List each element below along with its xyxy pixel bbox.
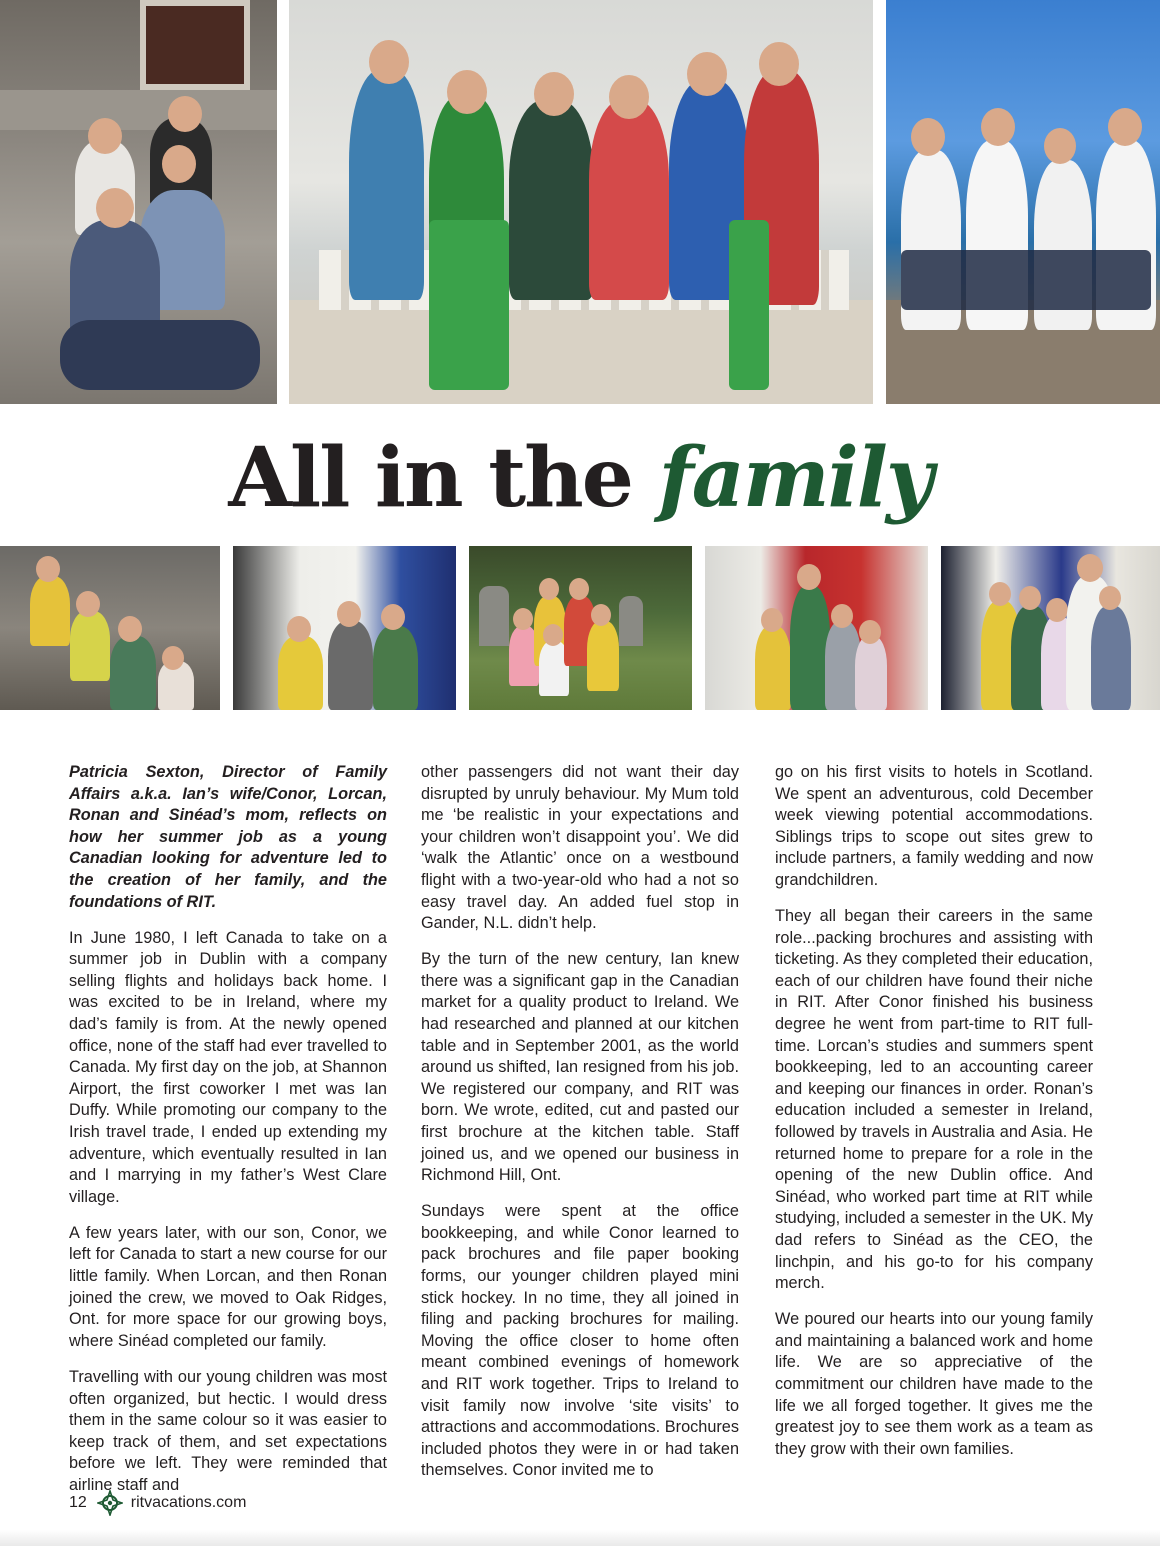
article-column-1 <box>69 762 387 1511</box>
paragraph: Sundays were spent at the office bookkeeping, and while Conor learned to pack brochures and file paper booking forms, our younger children played mini stick hockey. In no time, they all joined in filing and packing brochures for mailing. Moving the office closer to home often meant combined evenings of homework and RIT work together. Trips to Ireland to visit family now involve ‘site visits’ to attractions and accommodations. Brochures included photos they were in or had taken themselves. Conor invited me to <box>421 1202 739 1480</box>
children-in-graveyard-photo <box>469 546 692 710</box>
page-footer <box>69 1490 246 1516</box>
paragraph: Travelling with our young children was most often organized, but hectic. I would dress them in the same colour so it was easier to keep track of them, and set expectations before we left. They were reminded that airline staff and <box>69 1367 387 1494</box>
siblings-bow-ties-seaside-photo <box>886 0 1160 404</box>
family-on-steps-photo <box>0 0 277 404</box>
title-accent: family <box>658 430 932 526</box>
children-at-white-door-photo <box>233 546 456 710</box>
paragraph: We poured our hearts into our young family and maintaining a balanced work and home life. We are so appreciative of the commitment our children have made to the life we all forged together. It gives me the greatest joy to see them work as a team as they grow with their own families. <box>775 1310 1093 1458</box>
celtic-knot-icon <box>97 1490 123 1516</box>
article-column-2 <box>421 762 739 1497</box>
paragraph: In June 1980, I left Canada to take on a summer job in Dublin with a company selling flights and holidays back home. I was excited to be in Ireland, where my dad’s family is from. At the newly opened office, none of the staff had ever travelled to Canada. My first day on the job, at Shannon Airport, the first coworker I met was Ian Duffy. While promoting our company to the Irish travel trade, I ended up extending my adventure, which eventually resulted in Ian and I marrying in my father’s West Clare village. <box>69 928 387 1206</box>
children-on-stone-steps-photo <box>0 546 220 710</box>
page-bottom-edge <box>0 1530 1160 1546</box>
title-main: All in the <box>228 430 659 526</box>
article-column-3 <box>775 762 1093 1475</box>
paragraph: go on his first visits to hotels in Scotland. We spent an adventurous, cold December week viewing potential accommodations. Siblings trips to scope out sites grew to include partners, a family wedding and now grandchildren. <box>775 763 1093 889</box>
paragraph: They all began their careers in the same role...packing brochures and assisting with ticketing. As they completed their education, each of our children have found their niche in RIT. After Conor finished his business degree he went from part-time to RIT full-time. Lorcan’s studies and summers spent bookkeeping, led to an accounting career and keeping our finances in order. Ronan’s education included a semester in Ireland, followed by travels in Australia and Asia. He returned home to prepare for a role in the opening of the new Dublin office. And Sinéad, who worked part time at RIT while studying, included a semester in the UK. My dad refers to Sinéad as the CEO, the linchpin, and his go-to for his company merch. <box>775 907 1093 1293</box>
family-at-blue-door-photo <box>941 546 1160 710</box>
family-hawaiian-party-photo <box>289 0 873 404</box>
page-number: 12 <box>69 1494 87 1511</box>
paragraph: other passengers did not want their day disrupted by unruly behaviour. My Mum told me ‘be realistic in your expectations and your children won’t disappoint you’. We did ‘walk the Atlantic’ once on a westbound flight with a two-year-old who had a not so easy travel day. An added fuel stop in Gander, N.L. didn’t help. <box>421 763 739 933</box>
paragraph: By the turn of the new century, Ian knew there was a significant gap in the Canadian market for a quality product to Ireland. We had researched and planned at our kitchen table and in September 2001, as the world around us shifted, Ian resigned from his job. We registered our company, and RIT was born. We wrote, edited, cut and pasted our first brochure at the kitchen table. Staff joined us, and we opened our business in Richmond Hill, Ont. <box>421 950 739 1185</box>
children-at-red-door-photo <box>705 546 928 710</box>
article-title <box>0 430 1160 526</box>
paragraph: A few years later, with our son, Conor, we left for Canada to start a new course for our little family. When Lorcan, and then Ronan joined the crew, we moved to Oak Ridges, Ont. for more space for our growing boys, where Sinéad completed our family. <box>69 1223 387 1350</box>
article-intro: Patricia Sexton, Director of Family Affairs a.k.a. Ian’s wife/Conor, Lorcan, Ronan and Sinéad’s mom, reflects on how her summer job as a young Canadian looking for adventure led to the creation of her family, and the foundations of RIT. <box>69 763 387 911</box>
footer-website-link[interactable]: ritvacations.com <box>130 1494 247 1511</box>
